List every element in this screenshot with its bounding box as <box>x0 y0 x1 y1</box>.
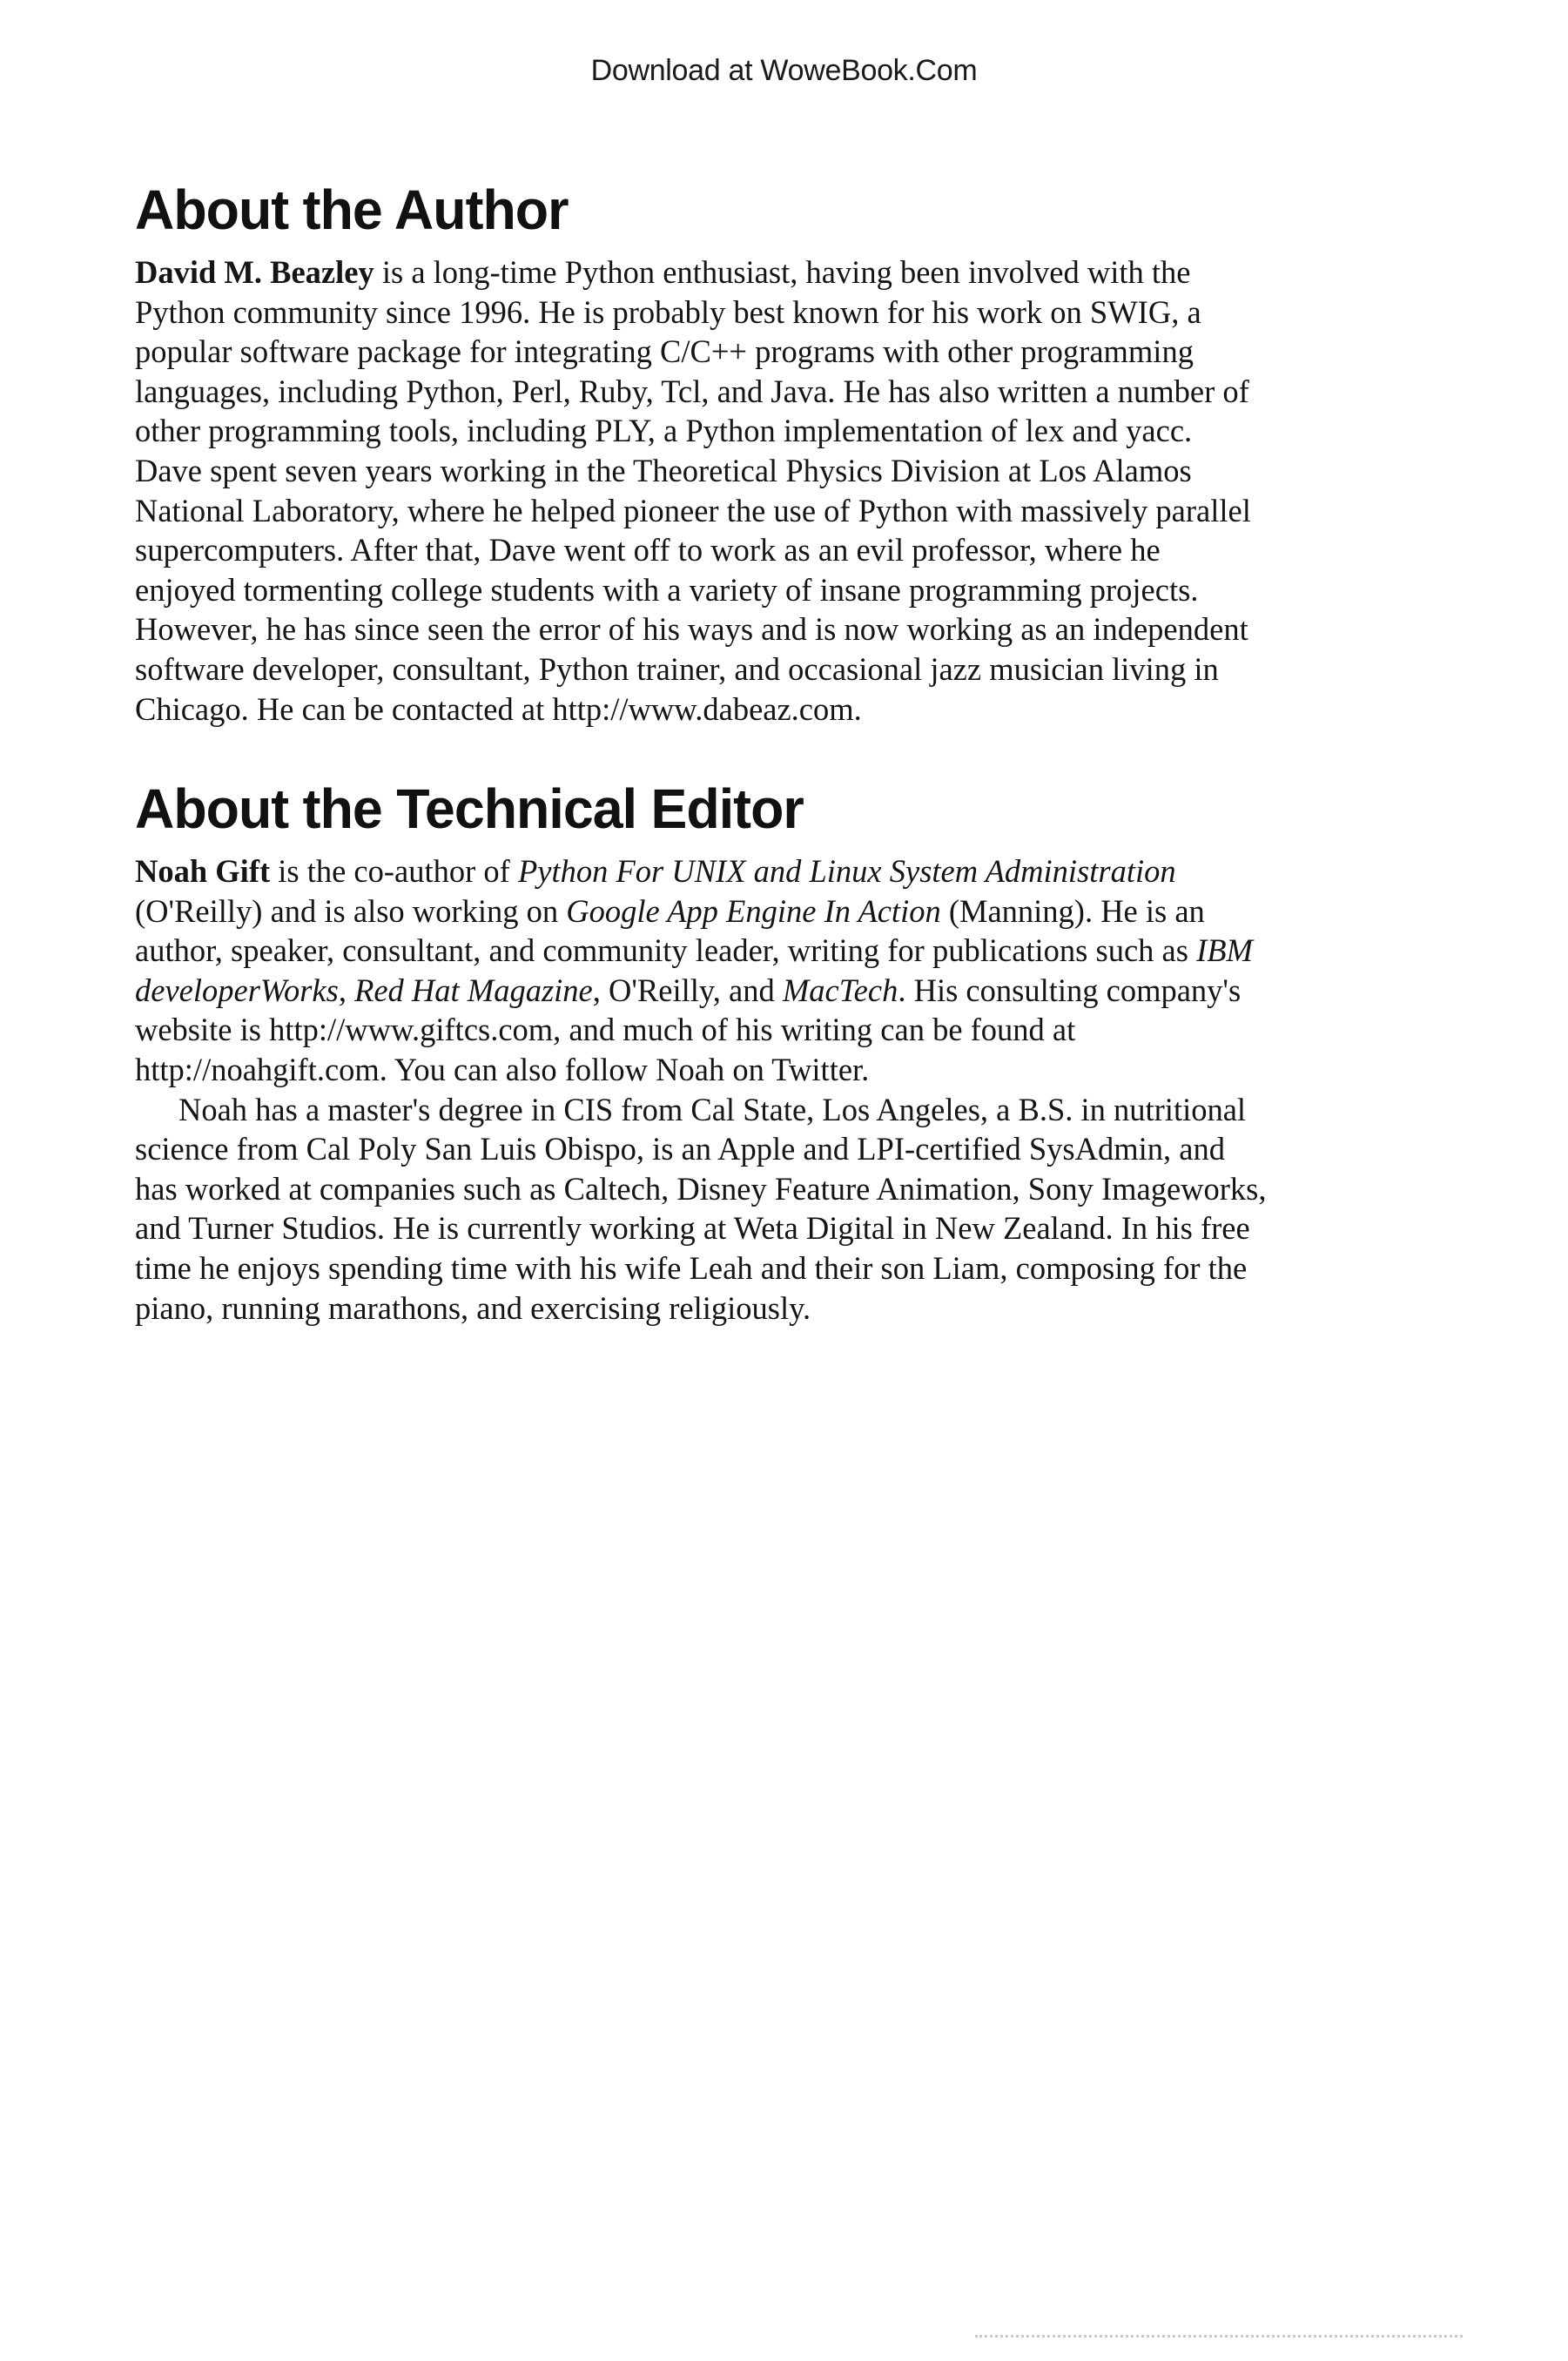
bio-line: National Laboratory, where he helped pioneer the use of Python with massively parallel <box>135 492 1251 528</box>
author-bio <box>135 252 1354 729</box>
about-editor-section <box>135 775 1354 1328</box>
watermark-text: Download at WoweBook.Com <box>590 54 978 87</box>
editor-bio-paragraph-2 <box>135 1090 1354 1328</box>
publication-name: Red Hat Magazine <box>354 972 593 1008</box>
about-author-section <box>135 176 1354 729</box>
publication-name: MacTech <box>782 972 898 1008</box>
editor-name: Noah Gift <box>135 853 271 889</box>
bio-line: Chicago. He can be contacted at http://www.dabeaz.com. <box>135 690 862 727</box>
bio-line: (O'Reilly) and is also working on Google App Engine In Action (Manning). He is an <box>135 892 1205 929</box>
bio-line: website is http://www.giftcs.com, and much of his writing can be found at <box>135 1012 1076 1048</box>
bio-line: Dave spent seven years working in the Theoretical Physics Division at Los Alamos <box>135 452 1192 488</box>
book-title: Google App Engine In Action <box>566 892 941 929</box>
bio-line: supercomputers. After that, Dave went off to work as an evil professor, where he <box>135 532 1161 568</box>
bio-line: science from Cal Poly San Luis Obispo, is an Apple and LPI-certified SysAdmin, and <box>135 1131 1225 1167</box>
bio-line: Noah Gift is the co-author of Python For UNIX and Linux System Administration <box>135 853 1176 889</box>
bio-line: developerWorks, Red Hat Magazine, O'Reilly, and MacTech. His consulting company's <box>135 972 1242 1008</box>
bio-line: http://noahgift.com. You can also follow Noah on Twitter. <box>135 1051 870 1087</box>
bio-line: popular software package for integrating C/C++ programs with other programming <box>135 333 1194 370</box>
publication-name: developerWorks <box>135 972 339 1008</box>
bio-line: piano, running marathons, and exercising religiously. <box>135 1289 811 1326</box>
bio-line: Python community since 1996. He is probably best known for his work on SWIG, a <box>135 293 1201 330</box>
bio-line: David M. Beazley is a long-time Python enthusiast, having been involved with the <box>135 254 1191 290</box>
book-title: Python For UNIX and Linux System Administration <box>517 853 1176 889</box>
bio-line: and Turner Studios. He is currently working at Weta Digital in New Zealand. In his free <box>135 1210 1250 1247</box>
bio-line: other programming tools, including PLY, a Python implementation of lex and yacc. <box>135 413 1193 449</box>
author-heading: About the Author <box>135 178 569 241</box>
bio-line: Noah has a master's degree in CIS from Cal State, Los Angeles, a B.S. in nutritional <box>178 1091 1247 1127</box>
publication-name: IBM <box>1196 932 1253 969</box>
bio-line: author, speaker, consultant, and community leader, writing for publications such as IBM <box>135 932 1253 969</box>
bio-line: has worked at companies such as Caltech, Disney Feature Animation, Sony Imageworks, <box>135 1170 1267 1207</box>
editor-bio-paragraph-1 <box>135 851 1354 1090</box>
editor-heading: About the Technical Editor <box>135 777 804 840</box>
bio-line: However, he has since seen the error of his ways and is now working as an independent <box>135 611 1248 648</box>
bio-line: enjoyed tormenting college students with a variety of insane programming projects. <box>135 571 1199 608</box>
bio-line: software developer, consultant, Python trainer, and occasional jazz musician living in <box>135 650 1219 687</box>
bio-line: time he enjoys spending time with his wife Leah and their son Liam, composing for the <box>135 1249 1248 1286</box>
author-name: David M. Beazley <box>135 254 374 290</box>
bio-line: languages, including Python, Perl, Ruby, Tcl, and Java. He has also written a number of <box>135 373 1249 409</box>
page-footer-artifact <box>975 2335 1463 2344</box>
